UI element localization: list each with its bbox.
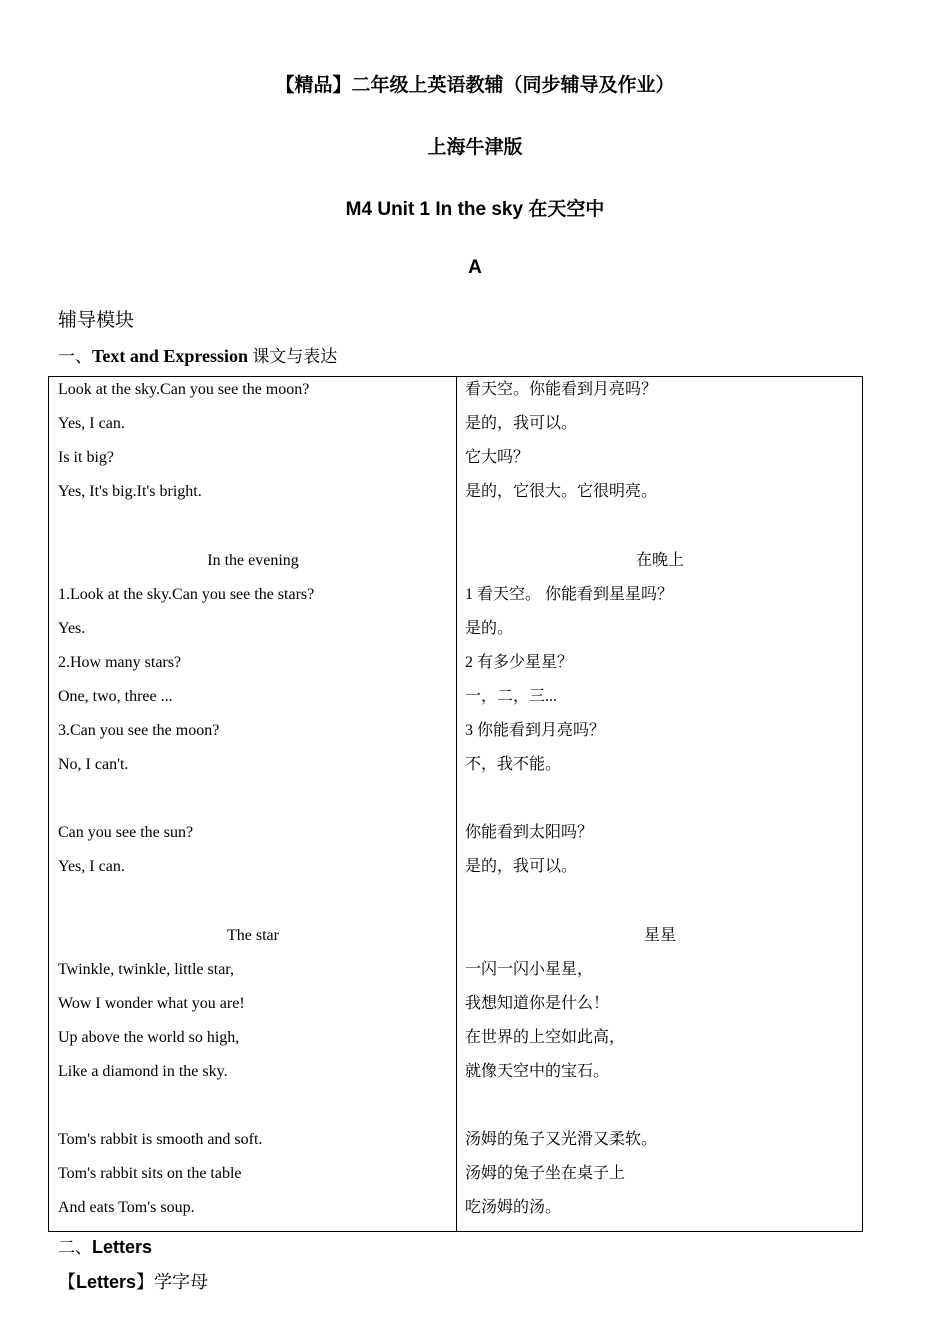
english-line: The star [227,926,279,944]
table-column-divider [456,377,457,1231]
english-line: Yes, It's big.It's bright. [58,483,202,501]
chinese-line: 在晚上 [635,551,684,569]
module-label: 辅导模块 [58,310,135,331]
english-line [58,1093,448,1127]
unit-title: M4 Unit 1 In the sky 在天空中 [345,199,605,220]
chinese-line [465,786,855,820]
chinese-line: 1 看天空。 你能看到星星吗？ [465,585,674,603]
section-number: 一、 [58,347,92,366]
english-line: 3.Can you see the moon? [58,722,220,739]
text-expression-table [48,376,863,1232]
english-line: Twinkle, twinkle, little star, [58,960,234,978]
section-heading-text-expression [58,342,337,367]
english-line [58,513,448,547]
english-line: Like a diamond in the sky. [58,1063,228,1080]
english-line: Can you see the sun? [58,824,194,842]
chinese-line: 在世界的上空如此高， [465,1028,626,1046]
section-title: Letters [92,1237,153,1257]
chinese-line: 汤姆的兔子坐在桌子上 [465,1165,626,1183]
english-line: 1.Look at the sky.Can you see the stars? [58,585,315,603]
document-subtitle-edition: 上海牛津版 [427,137,523,158]
section-title-zh: 课文与表达 [248,347,338,366]
english-line: Is it big? [58,449,114,467]
english-line: No, I can't. [58,756,129,774]
chinese-line: 它大吗？ [465,449,530,467]
english-line: Up above the world so high, [58,1028,240,1046]
chinese-line [465,889,855,923]
subsection-title-zh: 学字母 [154,1272,209,1292]
section-title-en: Text and Expression [92,346,249,366]
english-line [58,786,448,820]
bracket-open: 【 [58,1272,76,1292]
chinese-line: 星星 [643,926,676,944]
english-line: 2.How many stars? [58,653,182,671]
english-line [58,889,448,923]
english-line: And eats Tom's soup. [58,1199,195,1217]
section-number: 二、 [58,1238,92,1257]
chinese-line: 就像天空中的宝石。 [465,1063,610,1080]
chinese-line: 是的，我可以。 [465,858,578,876]
chinese-line: 汤姆的兔子又光滑又柔软。 [465,1131,658,1149]
chinese-line: 我想知道你是什么！ [465,994,610,1012]
chinese-line [465,1093,855,1127]
part-label: A [468,257,482,278]
subsection-title-en: Letters [76,1272,137,1292]
english-line: Yes. [58,619,86,637]
section-heading-letters [58,1233,152,1258]
chinese-line [465,513,855,547]
english-line: Yes, I can. [58,415,125,433]
english-line: One, two, three ... [58,687,173,705]
chinese-line: 看天空。你能看到月亮吗？ [465,381,658,398]
document-title: 【精品】二年级上英语教辅（同步辅导及作业） [275,75,675,96]
english-line: Tom's rabbit is smooth and soft. [58,1131,263,1149]
chinese-line: 吃汤姆的汤。 [465,1199,562,1217]
chinese-line: 2 有多少星星？ [465,653,574,671]
subsection-heading-learn-letters [58,1268,208,1294]
chinese-line: 你能看到太阳吗？ [465,824,594,842]
english-line: Look at the sky.Can you see the moon? [58,381,310,398]
english-line: Yes, I can. [58,858,125,876]
bracket-close: 】 [136,1272,155,1292]
english-line: In the evening [207,551,299,569]
english-line: Wow I wonder what you are! [58,994,245,1012]
english-line: Tom's rabbit sits on the table [58,1165,242,1183]
chinese-line: 一闪一闪小星星， [465,960,594,978]
chinese-line: 一，二，三... [465,687,558,705]
chinese-line: 是的，它很大。它很明亮。 [465,483,658,501]
chinese-line: 不，我不能。 [465,756,562,774]
chinese-line: 3 你能看到月亮吗？ [465,722,606,739]
chinese-line: 是的，我可以。 [465,415,578,433]
chinese-line: 是的。 [465,619,514,637]
